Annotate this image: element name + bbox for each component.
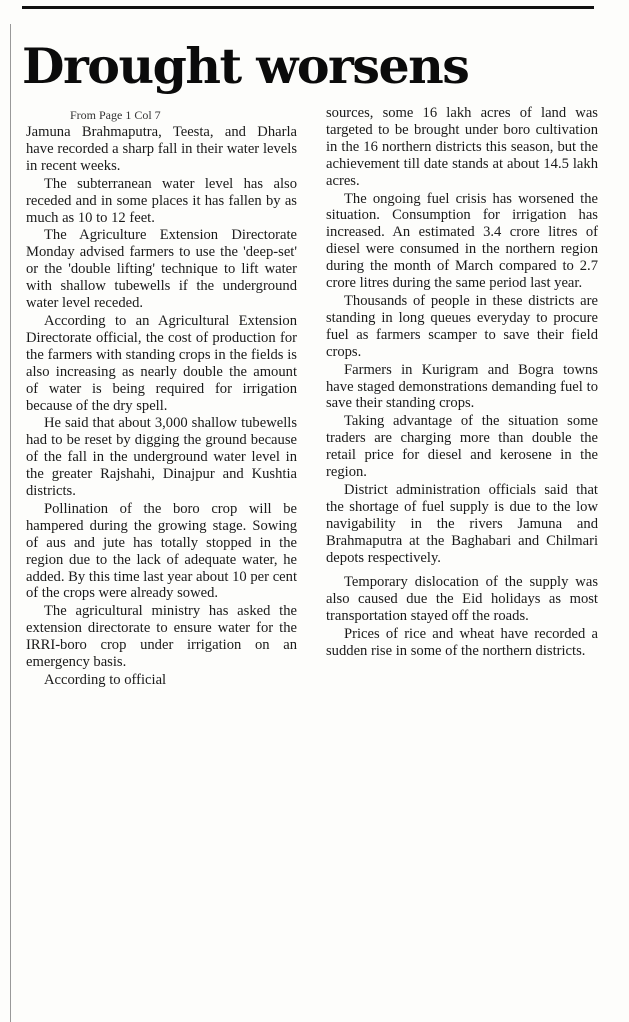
paragraph: Farmers in Kurigram and Bogra towns have staged demonstrations demanding fuel to save their standing crops.: [326, 361, 598, 412]
paragraph: The agricultural ministry has asked the extension directorate to ensure water for the IRRI-boro crop under irrigation on an emergency basis.: [26, 603, 297, 671]
paragraph: Temporary dislocation of the supply was also caused due the Eid holidays as most transportation stayed off the roads.: [326, 574, 598, 625]
paragraph: According to official: [44, 672, 167, 688]
column-border: [10, 24, 11, 1022]
jump-line: From Page 1 Col 7: [70, 108, 161, 122]
paragraph: Prices of rice and wheat have recorded a sudden rise in some of the northern districts.: [326, 626, 598, 660]
paragraph: District administration officials said that the shortage of fuel supply is due to the low navigability in the rivers Jamuna and Brahmaputra at the Baghabari and Chilmari depots respectively.: [326, 481, 598, 566]
paragraph: According to an Agricultural Extension Directorate official, the cost of production for the farmers with standing crops in the fields is also increasing as nearly double the amount of water is being required for irrigation because of the dry spell.: [26, 312, 297, 414]
paragraph: The ongoing fuel crisis has worsened the situation. Consumption for irrigation has increased. An estimated 3.4 crore litres of diesel were consumed in the northern region during the month of March compared to 2.7 crore litres during the same period last year.: [326, 190, 598, 292]
paragraph: sources, some 16 lakh acres of land was targeted to be brought under boro cultivation in the 16 northern districts this season, but the achievement till date stands at about 14.5 lakh acres.: [326, 105, 598, 189]
top-rule: [22, 6, 594, 9]
headline: Drought worsens: [22, 37, 469, 95]
paragraph: The subterranean water level has also receded and in some places it has fallen by as much as 10 to 12 feet.: [26, 175, 297, 226]
paragraph: Thousands of people in these districts are standing in long queues everyday to procure fuel as farmers scamper to save their field crops.: [326, 292, 598, 360]
paragraph: Taking advantage of the situation some traders are charging more than double the retail price for diesel and kerosene in the region.: [326, 413, 598, 481]
paragraph: Pollination of the boro crop will be hampered during the growing stage. Sowing of aus and jute has totally stopped in the region due to the lack of adequate water, he added. By this time last year about 10 per cent of the crops were already sowed.: [26, 500, 297, 602]
article-column-right: [326, 105, 598, 661]
paragraph: Jamuna Brahmaputra, Teesta, and Dharla have recorded a sharp fall in their water levels in recent weeks.: [26, 124, 297, 174]
paragraph: The Agriculture Extension Directorate Monday advised farmers to use the 'deep-set' or the 'double lifting' technique to lift water with shallow tubewells if the underground water level receded.: [26, 227, 297, 312]
paragraph: He said that about 3,000 shallow tubewells had to be reset by digging the ground because of the fall in the underground water level in the greater Rajshahi, Dinajpur and Kushtia districts.: [26, 415, 297, 500]
article-column-left: [26, 106, 297, 690]
